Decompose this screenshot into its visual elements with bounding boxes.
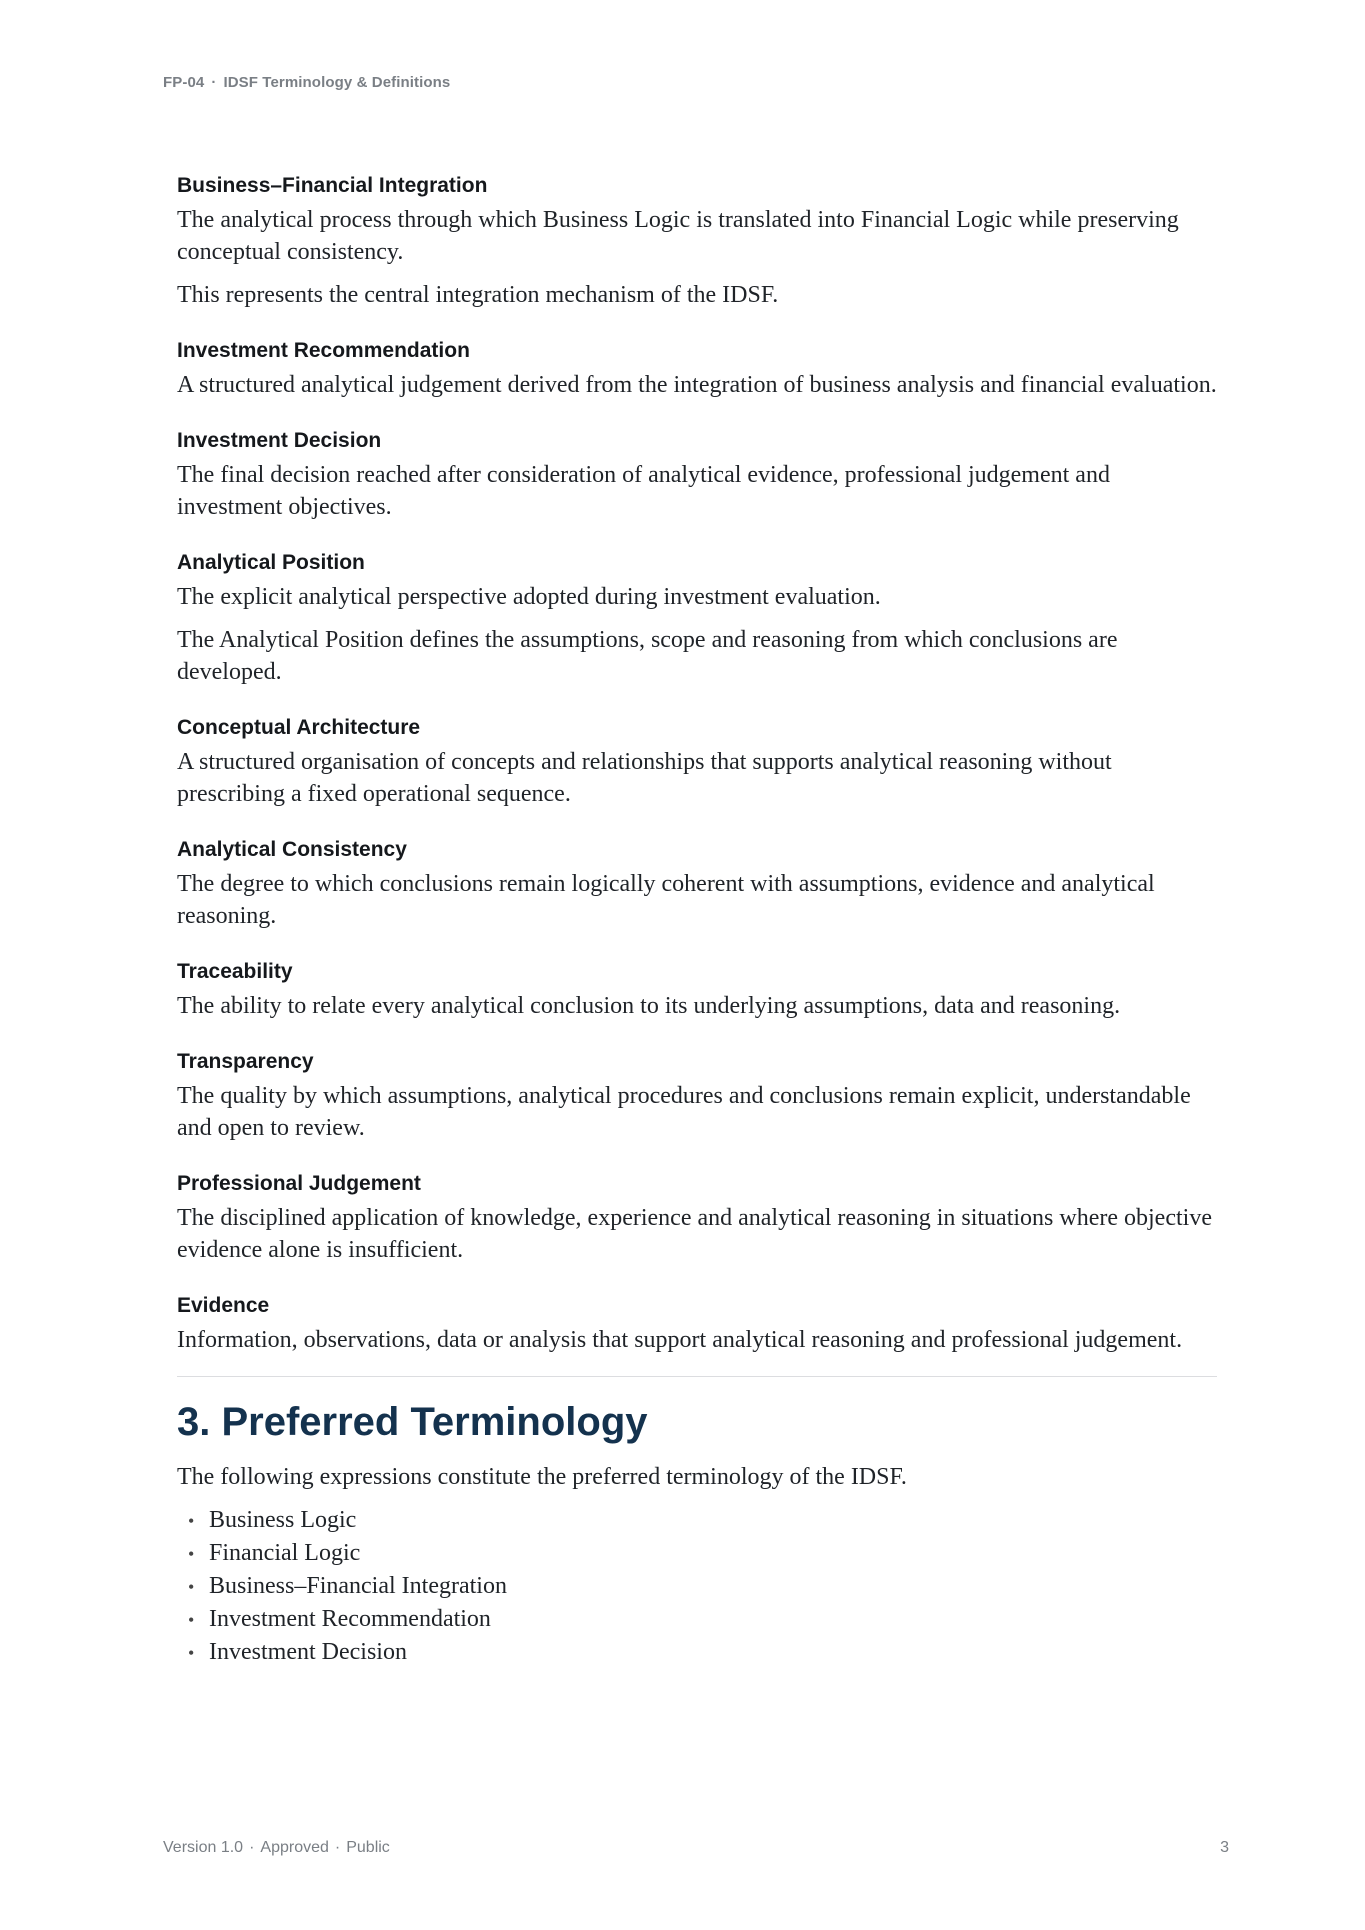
footer-classification: Public <box>346 1839 390 1856</box>
term-definition: The explicit analytical perspective adopted during investment evaluation. <box>177 584 881 610</box>
term-definition: The disciplined application of knowledge, experience and analytical reasoning in situations where objective evidence alone is insufficient. <box>177 1205 1212 1263</box>
term-title: Traceability <box>177 960 293 983</box>
bullet-icon: • <box>188 1511 195 1531</box>
term-entry <box>177 714 1217 810</box>
term-entry <box>177 549 1217 688</box>
footer-separator: · <box>249 1839 255 1856</box>
footer-meta <box>163 1839 390 1857</box>
term-definition: The quality by which assumptions, analytical procedures and conclusions remain explicit, understandable and open to review. <box>177 1083 1191 1141</box>
term-definition: The final decision reached after consideration of analytical evidence, professional judgement and investment objectives. <box>177 462 1110 520</box>
section-intro: The following expressions constitute the preferred terminology of the IDSF. <box>177 1464 907 1490</box>
page-content <box>177 172 1217 1669</box>
term-title: Investment Decision <box>177 429 382 452</box>
term-definition: The ability to relate every analytical conclusion to its underlying assumptions, data and reasoning. <box>177 993 1121 1019</box>
term-definition: Information, observations, data or analysis that support analytical reasoning and professional judgement. <box>177 1327 1183 1353</box>
footer-status: Approved <box>260 1839 329 1856</box>
list-item-text: Business Logic <box>209 1507 357 1533</box>
list-item-text: Investment Recommendation <box>209 1606 491 1632</box>
term-title: Analytical Consistency <box>177 838 407 861</box>
term-definition: The analytical process through which Business Logic is translated into Financial Logic while preserving conceptual consistency. <box>177 207 1179 265</box>
term-definition: A structured organisation of concepts and relationships that supports analytical reasoning without prescribing a fixed operational sequence. <box>177 749 1112 807</box>
list-item <box>177 1603 1217 1636</box>
list-item-text: Investment Decision <box>209 1639 407 1665</box>
term-note: The Analytical Position defines the assumptions, scope and reasoning from which conclusions are developed. <box>177 627 1118 685</box>
term-title: Transparency <box>177 1050 314 1073</box>
term-title: Investment Recommendation <box>177 339 470 362</box>
list-item-text: Business–Financial Integration <box>209 1573 507 1599</box>
bullet-icon: • <box>188 1544 195 1564</box>
term-title: Business–Financial Integration <box>177 174 488 197</box>
document-code: FP-04 <box>163 74 205 91</box>
document-title: IDSF Terminology & Definitions <box>223 74 451 91</box>
preferred-terms-list <box>177 1504 1217 1669</box>
list-item <box>177 1537 1217 1570</box>
term-entry <box>177 427 1217 523</box>
footer-version: Version 1.0 <box>163 1839 244 1856</box>
term-entry <box>177 1292 1217 1356</box>
term-entry <box>177 337 1217 401</box>
term-entry <box>177 1170 1217 1266</box>
list-item <box>177 1570 1217 1603</box>
term-definition-list <box>177 172 1217 1356</box>
term-title: Analytical Position <box>177 551 365 574</box>
term-definition: The degree to which conclusions remain logically coherent with assumptions, evidence and analytical reasoning. <box>177 871 1155 929</box>
running-header <box>163 74 450 91</box>
bullet-icon: • <box>188 1610 195 1630</box>
bullet-icon: • <box>188 1577 195 1597</box>
term-entry <box>177 836 1217 932</box>
list-item <box>177 1504 1217 1537</box>
list-item <box>177 1636 1217 1669</box>
header-separator: · <box>211 74 217 91</box>
bullet-icon: • <box>188 1643 195 1663</box>
term-title: Conceptual Architecture <box>177 716 421 739</box>
term-definition: A structured analytical judgement derived from the integration of business analysis and financial evaluation. <box>177 372 1217 398</box>
term-title: Professional Judgement <box>177 1172 421 1195</box>
term-entry <box>177 958 1217 1022</box>
section-divider <box>177 1376 1217 1377</box>
term-entry <box>177 1048 1217 1144</box>
term-note: This represents the central integration mechanism of the IDSF. <box>177 282 779 308</box>
term-title: Evidence <box>177 1294 270 1317</box>
list-item-text: Financial Logic <box>209 1540 361 1566</box>
term-entry <box>177 172 1217 311</box>
page-number: 3 <box>1220 1839 1229 1856</box>
section-heading: 3. Preferred Terminology <box>177 1400 648 1444</box>
footer-separator: · <box>334 1839 341 1856</box>
